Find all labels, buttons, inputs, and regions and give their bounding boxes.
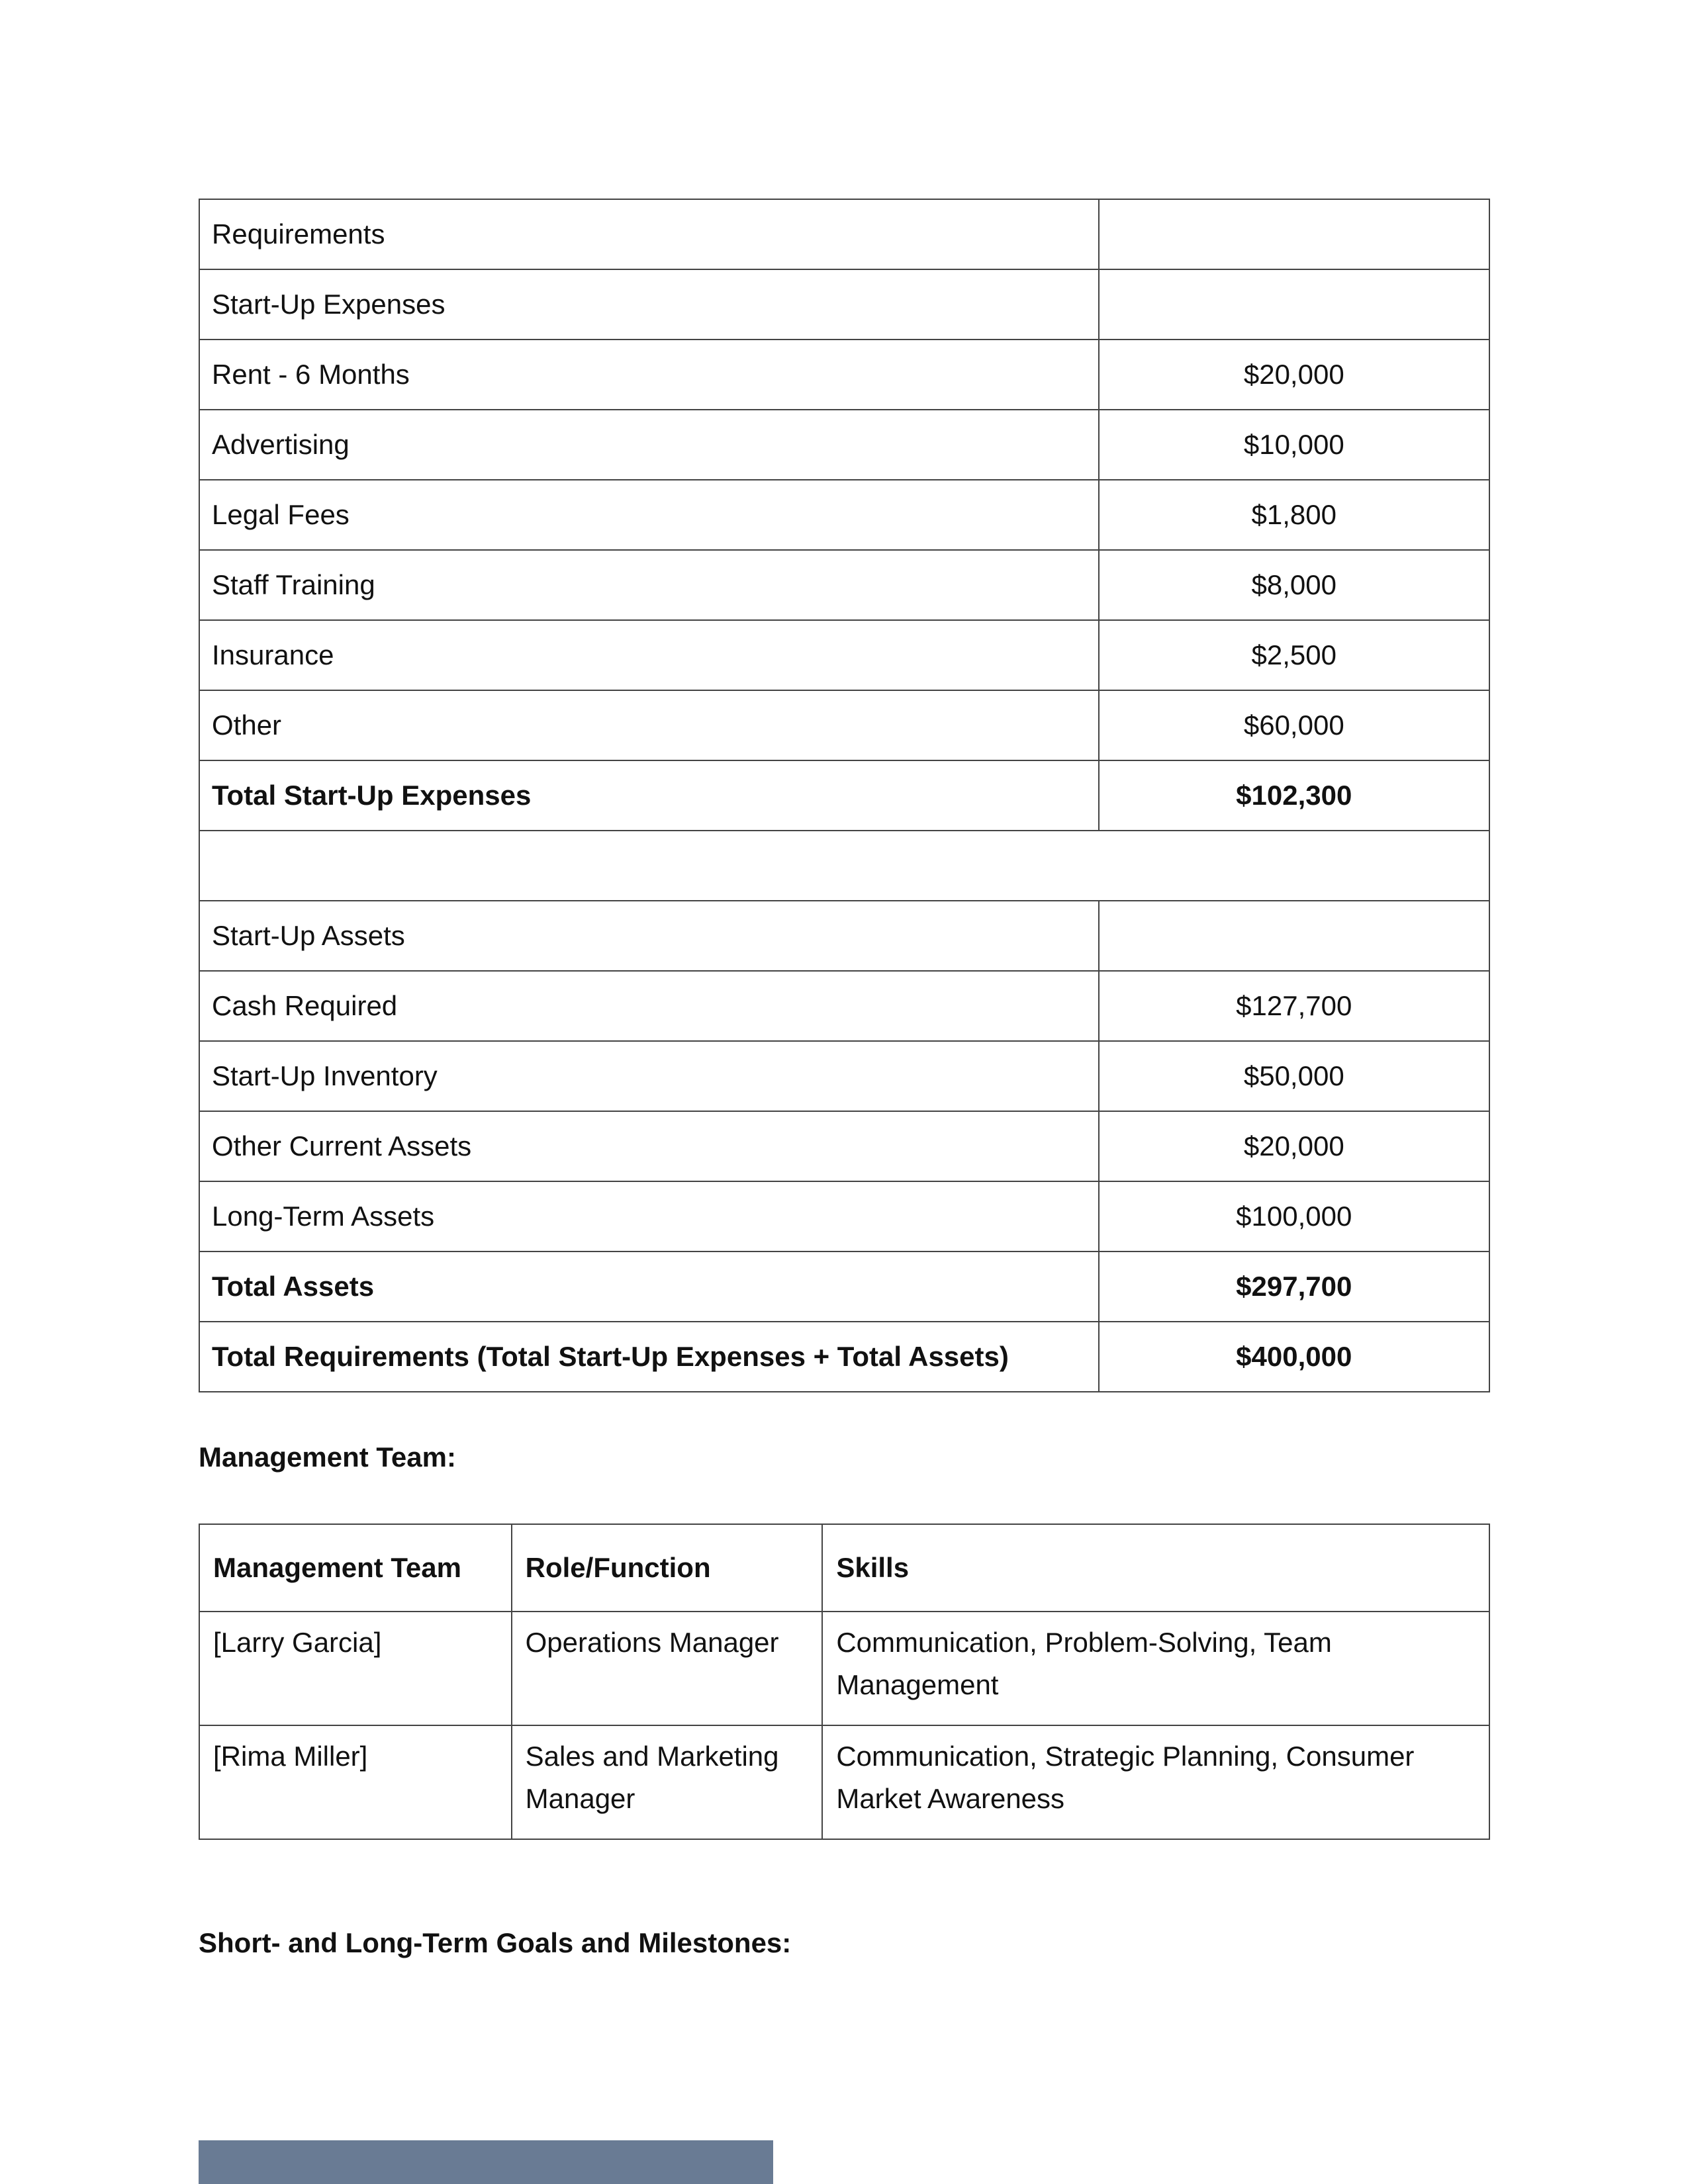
row-label: Requirements	[199, 199, 1099, 269]
row-value	[1099, 269, 1489, 340]
row-label: Start-Up Expenses	[199, 269, 1099, 340]
footer-bar	[199, 2140, 773, 2184]
row-label: Insurance	[199, 620, 1099, 690]
row-value	[1099, 901, 1489, 971]
table-row	[199, 199, 1489, 269]
member-name: [Larry Garcia]	[199, 1612, 512, 1725]
row-value: $50,000	[1099, 1041, 1489, 1111]
table-row	[199, 1111, 1489, 1181]
row-value	[1099, 199, 1489, 269]
row-value: $20,000	[1099, 1111, 1489, 1181]
row-value: $127,700	[1099, 971, 1489, 1041]
row-value: $400,000	[1099, 1322, 1489, 1392]
table-row	[199, 620, 1489, 690]
row-label: Other	[199, 690, 1099, 760]
row-label: Other Current Assets	[199, 1111, 1099, 1181]
table-row-total	[199, 760, 1489, 831]
goals-heading: Short- and Long-Term Goals and Milestones:	[199, 1927, 792, 1958]
row-label: Start-Up Assets	[199, 901, 1099, 971]
row-value: $10,000	[1099, 410, 1489, 480]
table-row	[199, 269, 1489, 340]
row-label: Rent - 6 Months	[199, 340, 1099, 410]
table-row-total	[199, 1322, 1489, 1392]
row-label: Start-Up Inventory	[199, 1041, 1099, 1111]
table-row	[199, 1041, 1489, 1111]
table-row	[199, 480, 1489, 550]
row-label: Staff Training	[199, 550, 1099, 620]
row-value: $102,300	[1099, 760, 1489, 831]
table-row	[199, 901, 1489, 971]
column-header: Role/Function	[512, 1524, 823, 1612]
row-label: Total Assets	[199, 1251, 1099, 1322]
row-value: $20,000	[1099, 340, 1489, 410]
row-label: Total Requirements (Total Start-Up Expenses + Total Assets)	[199, 1322, 1099, 1392]
row-value: $2,500	[1099, 620, 1489, 690]
table-spacer-row	[199, 831, 1489, 901]
member-skills: Communication, Strategic Planning, Consumer Market Awareness	[822, 1725, 1489, 1839]
row-label: Total Start-Up Expenses	[199, 760, 1099, 831]
column-header: Skills	[822, 1524, 1489, 1612]
row-value: $60,000	[1099, 690, 1489, 760]
management-table	[199, 1524, 1490, 1840]
row-label: Cash Required	[199, 971, 1099, 1041]
row-label: Long-Term Assets	[199, 1181, 1099, 1251]
table-row	[199, 550, 1489, 620]
member-role: Operations Manager	[512, 1612, 823, 1725]
spacer-cell	[199, 831, 1489, 901]
row-label: Advertising	[199, 410, 1099, 480]
row-value: $1,800	[1099, 480, 1489, 550]
table-row-total	[199, 1251, 1489, 1322]
table-row	[199, 410, 1489, 480]
table-row	[199, 971, 1489, 1041]
table-row	[199, 1612, 1489, 1725]
row-value: $8,000	[1099, 550, 1489, 620]
table-header-row	[199, 1524, 1489, 1612]
table-row	[199, 340, 1489, 410]
requirements-table	[199, 199, 1490, 1392]
table-row	[199, 1725, 1489, 1839]
column-header: Management Team	[199, 1524, 512, 1612]
row-value: $297,700	[1099, 1251, 1489, 1322]
management-heading: Management Team:	[199, 1441, 456, 1473]
row-value: $100,000	[1099, 1181, 1489, 1251]
table-row	[199, 1181, 1489, 1251]
table-row	[199, 690, 1489, 760]
member-name: [Rima Miller]	[199, 1725, 512, 1839]
member-role: Sales and Marketing Manager	[512, 1725, 823, 1839]
member-skills: Communication, Problem-Solving, Team Management	[822, 1612, 1489, 1725]
row-label: Legal Fees	[199, 480, 1099, 550]
